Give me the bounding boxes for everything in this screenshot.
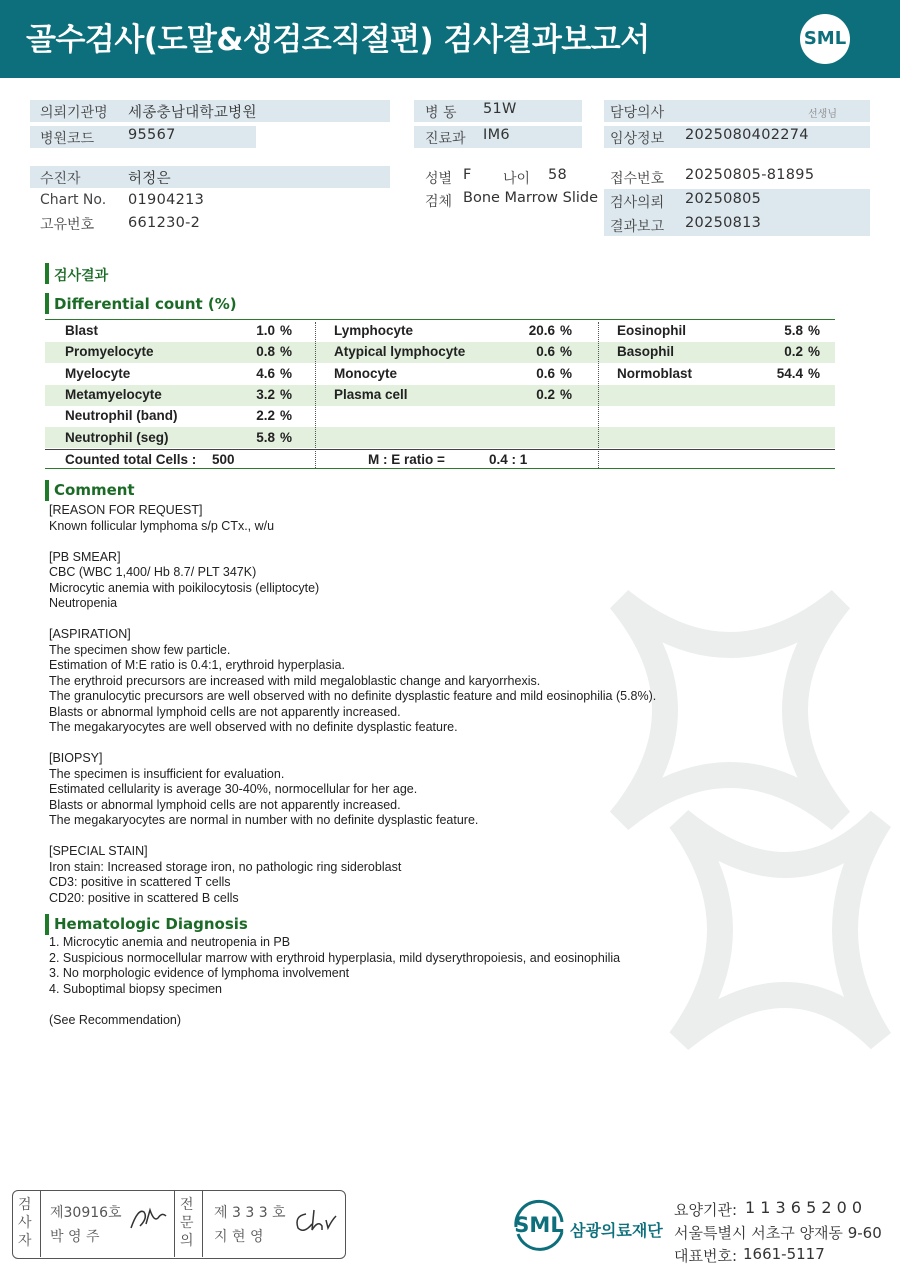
specialist-label: 전문의 [180,1197,194,1249]
inst-number: 1 1 3 6 5 2 0 0 [745,1198,863,1217]
cell-label: Neutrophil (seg) [65,430,169,445]
patient-label: 수진자 [40,171,81,187]
cell-unit: % [808,344,821,359]
report-label: 결과보고 [610,219,665,235]
diff-heading: Differential count (%) [54,295,237,313]
chart-label: Chart No. [40,192,107,208]
cell-unit: % [280,430,293,445]
request-label: 검사의뢰 [610,195,665,211]
text-line: [BIOPSY] [49,751,103,765]
doctor-suffix: 선생님 [808,109,837,120]
text-line: Estimated cellularity is average 30-40%, normocellular for her age. [49,782,418,796]
hospital-value: 세종충남대학교병원 [128,105,257,121]
cell-value: 0.2 [536,387,555,402]
watermark-logo [560,540,900,1060]
text-line: Neutropenia [49,596,118,610]
table-band [45,385,835,406]
text-line: The megakaryocytes are normal in number with no definite dysplastic feature. [49,813,479,827]
patient-row [30,166,390,188]
me-ratio-value: 0.4 : 1 [489,452,528,467]
text-line: Iron stain: Increased storage iron, no pathologic ring sideroblast [49,860,402,874]
section-marker [45,293,49,314]
page-title: 골수검사(도말&생검조직절편) 검사결과보고서 [26,22,650,58]
dept-label: 진료과 [425,131,466,147]
cell-value: 1.0 [256,323,275,338]
header-logo-text: SML [803,28,847,49]
receipt-label: 접수번호 [610,171,665,187]
result-heading: 검사결과 [54,268,109,284]
ward-label: 병 동 [425,105,457,121]
cell-label: Monocyte [334,366,398,381]
cell-label: Atypical lymphocyte [334,344,466,359]
cell-value: 4.6 [256,366,275,381]
text-line: The megakaryocytes are well observed with no definite dysplastic feature. [49,720,458,734]
counted-label: Counted total Cells : [65,452,197,467]
table-bottom-rule [45,468,835,469]
cell-value: 20.6 [528,323,555,338]
cell-value: 0.8 [256,344,275,359]
sex-value: F [463,167,472,183]
cell-value: 3.2 [256,387,275,402]
cell-value: 0.6 [536,344,555,359]
text-line: [REASON FOR REQUEST] [49,503,203,517]
specialist-signature-icon [292,1206,338,1236]
doctor-label: 담당의사 [610,105,665,121]
cell-value: 5.8 [784,323,803,338]
cell-value: 0.6 [536,366,555,381]
clinical-label: 임상정보 [610,131,665,147]
cell-label: Eosinophil [617,323,686,338]
id-label: 고유번호 [40,217,95,233]
hospital-code-value: 95567 [128,127,176,143]
table-top-rule [45,319,835,320]
cell-value: 0.2 [784,344,803,359]
cell-label: Metamyelocyte [65,387,162,402]
diagnosis-heading: Hematologic Diagnosis [54,915,248,933]
me-ratio-label: M : E ratio = [368,452,445,467]
clinical-value: 2025080402274 [685,127,809,143]
cell-unit: % [560,366,573,381]
text-line: 3. No morphologic evidence of lymphoma involvement [49,966,350,980]
cell-unit: % [280,344,293,359]
text-line: 4. Suboptimal biopsy specimen [49,982,223,996]
cell-value: 2.2 [256,408,275,423]
table-divider [315,322,316,468]
sig-divider [202,1191,203,1257]
cell-unit: % [808,366,821,381]
text-line: [SPECIAL STAIN] [49,844,148,858]
text-line: 1. Microcytic anemia and neutropenia in PB [49,935,291,949]
cell-label: Promyelocyte [65,344,154,359]
cell-unit: % [808,323,821,338]
cell-unit: % [280,366,293,381]
specimen-label: 검체 [425,194,453,210]
specialist-number: 제 3 3 3 호 [214,1205,286,1221]
counted-value: 500 [212,452,235,467]
cell-unit: % [560,387,573,402]
text-line: [PB SMEAR] [49,550,121,564]
examiner-name: 박 영 주 [50,1229,100,1245]
cell-label: Lymphocyte [334,323,414,338]
text-line: CD3: positive in scattered T cells [49,875,231,889]
patient-value: 허정은 [128,171,171,187]
id-value: 661230-2 [128,215,201,231]
sig-divider [40,1191,41,1257]
ward-value: 51W [483,101,517,117]
examiner-label: 검사자 [18,1197,32,1249]
cell-unit: % [280,387,293,402]
chart-value: 01904213 [128,192,205,208]
text-line: Microcytic anemia with poikilocytosis (elliptocyte) [49,581,320,595]
cell-label: Neutrophil (band) [65,408,178,423]
table-sep-rule [45,449,835,450]
examiner-number: 제30916호 [50,1205,122,1221]
text-line: Known follicular lymphoma s/p CTx., w/u [49,519,275,533]
dept-value: IM6 [483,127,510,143]
text-line: 2. Suspicious normocellular marrow with erythroid hyperplasia, mild dyserythropoiesis, and eosinophilia [49,951,621,965]
report-value: 20250813 [685,215,762,231]
cell-unit: % [280,323,293,338]
comment-heading: Comment [54,481,135,499]
text-line: The erythroid precursors are increased with mild megaloblastic change and karyorrhexis. [49,674,541,688]
cell-label: Myelocyte [65,366,131,381]
text-line: [ASPIRATION] [49,627,131,641]
phone-number: 1661-5117 [743,1245,825,1263]
receipt-value: 20250805-81895 [685,167,815,183]
cell-value: 5.8 [256,430,275,445]
request-value: 20250805 [685,191,762,207]
text-line: The specimen is insufficient for evaluation. [49,767,285,781]
specimen-value: Bone Marrow Slide [463,190,599,206]
hospital-label: 의뢰기관명 [40,105,108,121]
hospital-code-label: 병원코드 [40,131,95,147]
age-label: 나이 [503,171,531,187]
text-line: CBC (WBC 1,400/ Hb 8.7/ PLT 347K) [49,565,257,579]
inst-label: 요양기관: [674,1201,738,1219]
cell-label: Basophil [617,344,675,359]
text-line: Estimation of M:E ratio is 0.4:1, erythroid hyperplasia. [49,658,345,672]
text-line: Blasts or abnormal lymphoid cells are not apparently increased. [49,705,401,719]
sex-label: 성별 [425,171,453,187]
text-line: (See Recommendation) [49,1013,182,1027]
org-logo-text: SML [514,1213,564,1237]
cell-unit: % [560,344,573,359]
phone-label: 대표번호: [674,1247,738,1265]
table-divider [598,322,599,468]
cell-label: Plasma cell [334,387,408,402]
section-marker [45,914,49,935]
cell-label: Blast [65,323,99,338]
org-name: 삼광의료재단 [570,1221,663,1240]
cell-unit: % [560,323,573,338]
sig-divider [174,1191,175,1257]
age-value: 58 [548,167,568,183]
org-address: 서울특별시 서초구 양재동 9-60 [674,1224,882,1242]
text-line: The granulocytic precursors are well observed with no definite dysplastic feature and mild eosinophilia (5.8%). [49,689,657,703]
text-line: CD20: positive in scattered B cells [49,891,239,905]
text-line: Blasts or abnormal lymphoid cells are not apparently increased. [49,798,401,812]
specialist-name: 지 현 영 [214,1229,264,1245]
section-marker [45,480,49,501]
section-marker [45,263,49,284]
examiner-signature-icon [128,1204,168,1234]
text-line: The specimen show few particle. [49,643,231,657]
cell-unit: % [280,408,293,423]
cell-value: 54.4 [776,366,803,381]
cell-label: Normoblast [617,366,693,381]
